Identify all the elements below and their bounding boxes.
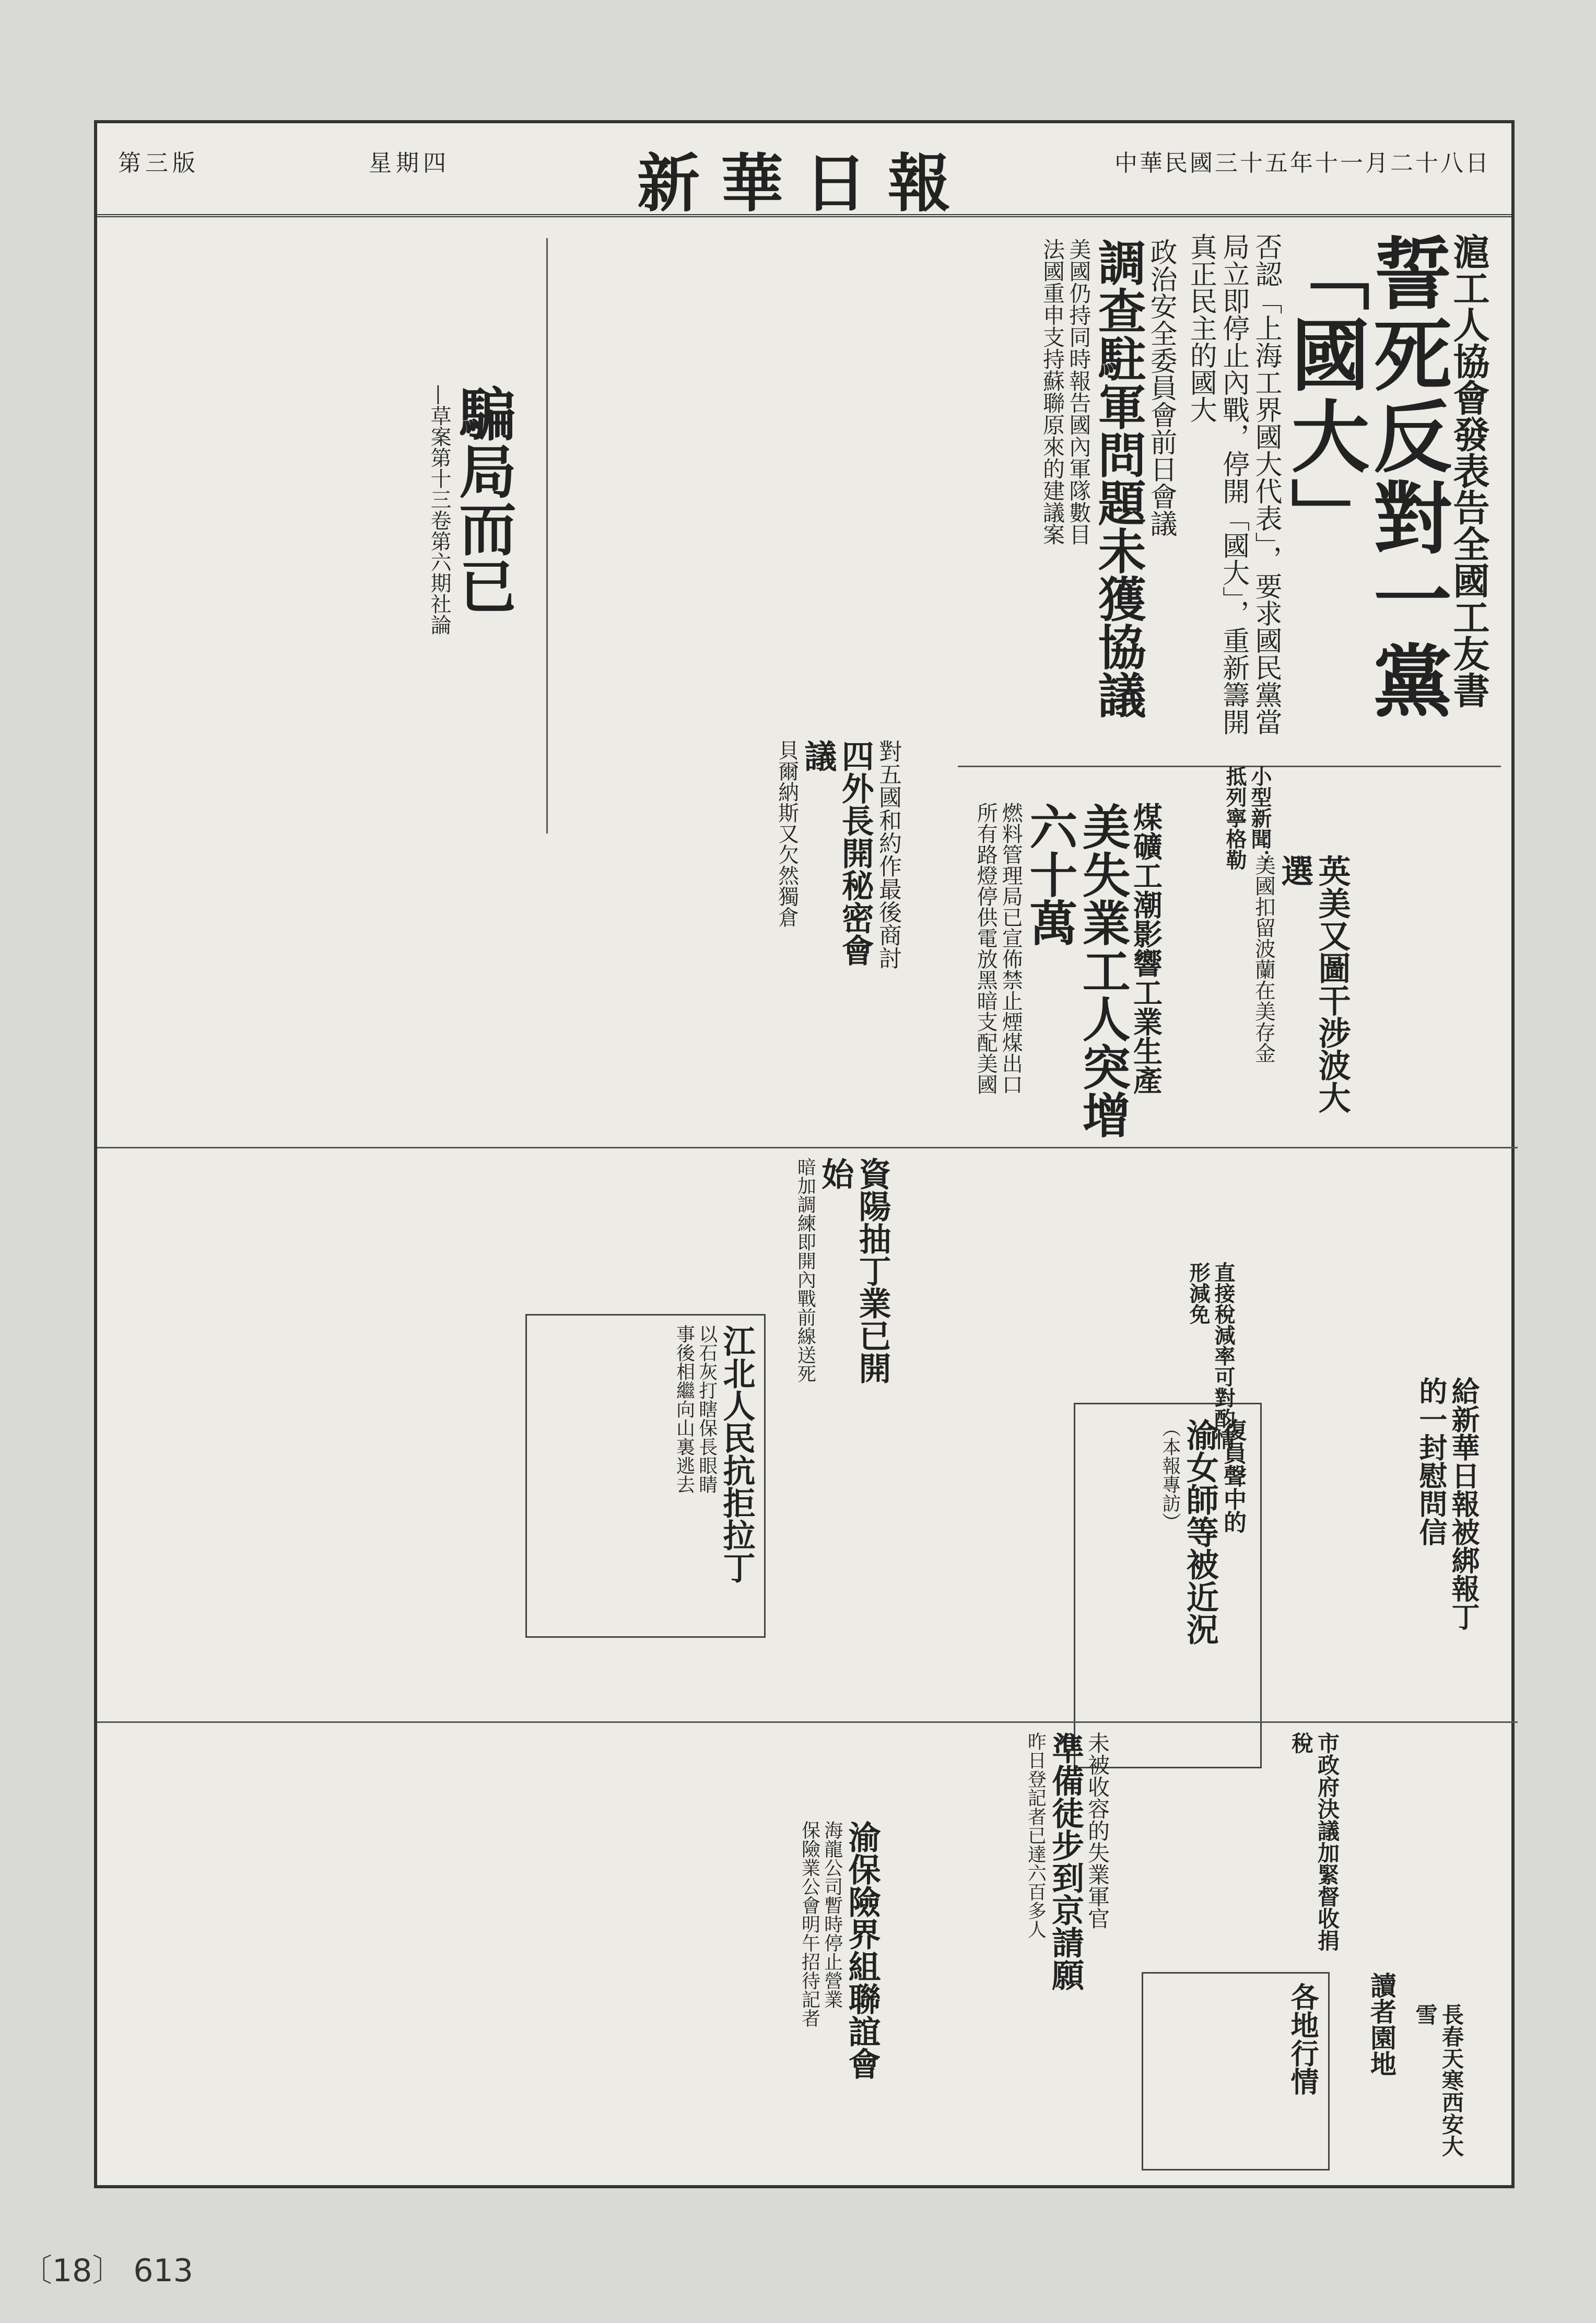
- draft-sub: 暗加調練即開內戰前線送死: [794, 1157, 816, 1383]
- lead-kicker: 滬工人協會發表告全國工友書: [1447, 233, 1491, 708]
- election-sub: 美國扣留波蘭在美存金: [1251, 854, 1276, 1063]
- unemployed-headline: 準備徒步到京請願: [1046, 1732, 1085, 1991]
- strike-sub2: 所有路燈停供電放黑暗支配美國: [973, 802, 998, 1095]
- lead-subheadline: 否認「上海工界國大代表」，要求國民黨當局立即停止內戰，停開「國大」，重新籌開真正民主的國大: [1185, 233, 1282, 735]
- election-headline: 英美又圖干涉波大選: [1275, 854, 1351, 1113]
- shipping-article: [755, 1821, 881, 2113]
- lead-headline: 誓死反對一黨「國大」: [1277, 233, 1452, 722]
- politics-headline: 調查駐軍問題未獲協議: [1090, 238, 1147, 719]
- reading-corner: [1344, 1972, 1396, 2087]
- tax-item: [1277, 1732, 1340, 1951]
- jiangbei-headline: 江北人民抗拒拉丁: [718, 1324, 756, 1583]
- lead-article: [1185, 233, 1491, 755]
- masthead-page-number: 第三版: [118, 150, 199, 177]
- strike-article: [943, 802, 1163, 1142]
- politics-sub2: 法國重申支持蘇聯原來的建議案: [1040, 238, 1066, 545]
- letter-headline: 給新華日報被綁報丁的一封慰問信: [1414, 1377, 1481, 1630]
- teacher-kicker: 復員聲中的: [1219, 1418, 1246, 1533]
- reading-corner-title: 讀者園地: [1366, 1972, 1397, 2076]
- divider: [97, 1721, 1518, 1723]
- price-item: [1173, 1262, 1236, 1460]
- strike-sub1: 燃料管理局已宣佈禁止煙煤出口: [999, 802, 1023, 1095]
- unemployed-sub: 昨日登記者已達六百多人: [1025, 1732, 1047, 1939]
- election-article: [1215, 854, 1351, 1116]
- market-headline: 各地行情: [1286, 1982, 1320, 2095]
- tax-headline: 市政府決議加緊督收捐稅: [1288, 1732, 1340, 1951]
- foreign-headline: 四外長開秘密會議: [799, 740, 875, 966]
- jiangbei-article: [640, 1324, 755, 1617]
- strike-headline: 美失業工人突增六十萬: [1022, 802, 1131, 1139]
- strike-kicker: 煤礦工潮影響工業生產: [1129, 802, 1163, 1095]
- snow-item: [1407, 2003, 1464, 2171]
- divider: [97, 1147, 1518, 1148]
- jiangbei-sub: 以石灰打瞎保長眼睛: [696, 1324, 718, 1494]
- masthead: [97, 123, 1511, 220]
- unemployed-article: [975, 1732, 1110, 2014]
- archive-reference: 〔18〕 613: [21, 2252, 193, 2289]
- price-headline: 直接稅減率可對酌情形減免: [1186, 1262, 1236, 1450]
- letter-article: [1376, 1377, 1480, 1648]
- coal-headline: 小型新聞：抵列寧格勒: [1223, 766, 1272, 870]
- masthead-date: 中華民國三十五年十一月二十八日: [1114, 150, 1491, 177]
- foreign-kicker: 對五國和約作最後商討: [875, 740, 901, 969]
- masthead-title: 新華日報: [637, 147, 971, 220]
- politics-article: [937, 238, 1177, 760]
- politics-kicker: 政治安全委員會前日會議: [1145, 238, 1177, 537]
- shipping-sub2: 保險業公會明午招待記者: [799, 1821, 820, 2027]
- teacher-byline: （本報專訪）: [1159, 1418, 1181, 1531]
- divider: [546, 238, 548, 834]
- shipping-headline: 渝保險界組聯誼會: [843, 1821, 881, 2080]
- editorial-sub: —草案第十三卷第六期社論: [427, 384, 451, 635]
- masthead-weekday: 星期四: [369, 150, 450, 177]
- editorial-article: [358, 384, 515, 724]
- market-article: [1267, 1982, 1319, 2160]
- coal-item: [1215, 766, 1272, 870]
- draft-article: [776, 1157, 891, 1408]
- foreign-sub: 貝爾納斯又欠然獨倉: [774, 740, 799, 928]
- unemployed-kicker: 未被收容的失業軍官: [1085, 1732, 1110, 1929]
- teacher-headline: 渝女師等被近況: [1181, 1418, 1219, 1645]
- snow-headline: 長春天寒西安大雪: [1412, 2003, 1464, 2157]
- politics-sub1: 美國仍持同時報告國內軍隊數目: [1066, 238, 1092, 545]
- teacher-article: [1089, 1418, 1246, 1753]
- newspaper-page: [94, 120, 1515, 2188]
- shipping-sub: 海龍公司暫時停止營業: [821, 1821, 843, 2009]
- jiangbei-sub2: 事後相繼向山裏逃去: [673, 1324, 695, 1494]
- editorial-headline: 騙局而已: [450, 384, 517, 614]
- draft-headline: 資陽抽丁業已開始: [816, 1157, 891, 1384]
- foreign-article: [713, 740, 901, 975]
